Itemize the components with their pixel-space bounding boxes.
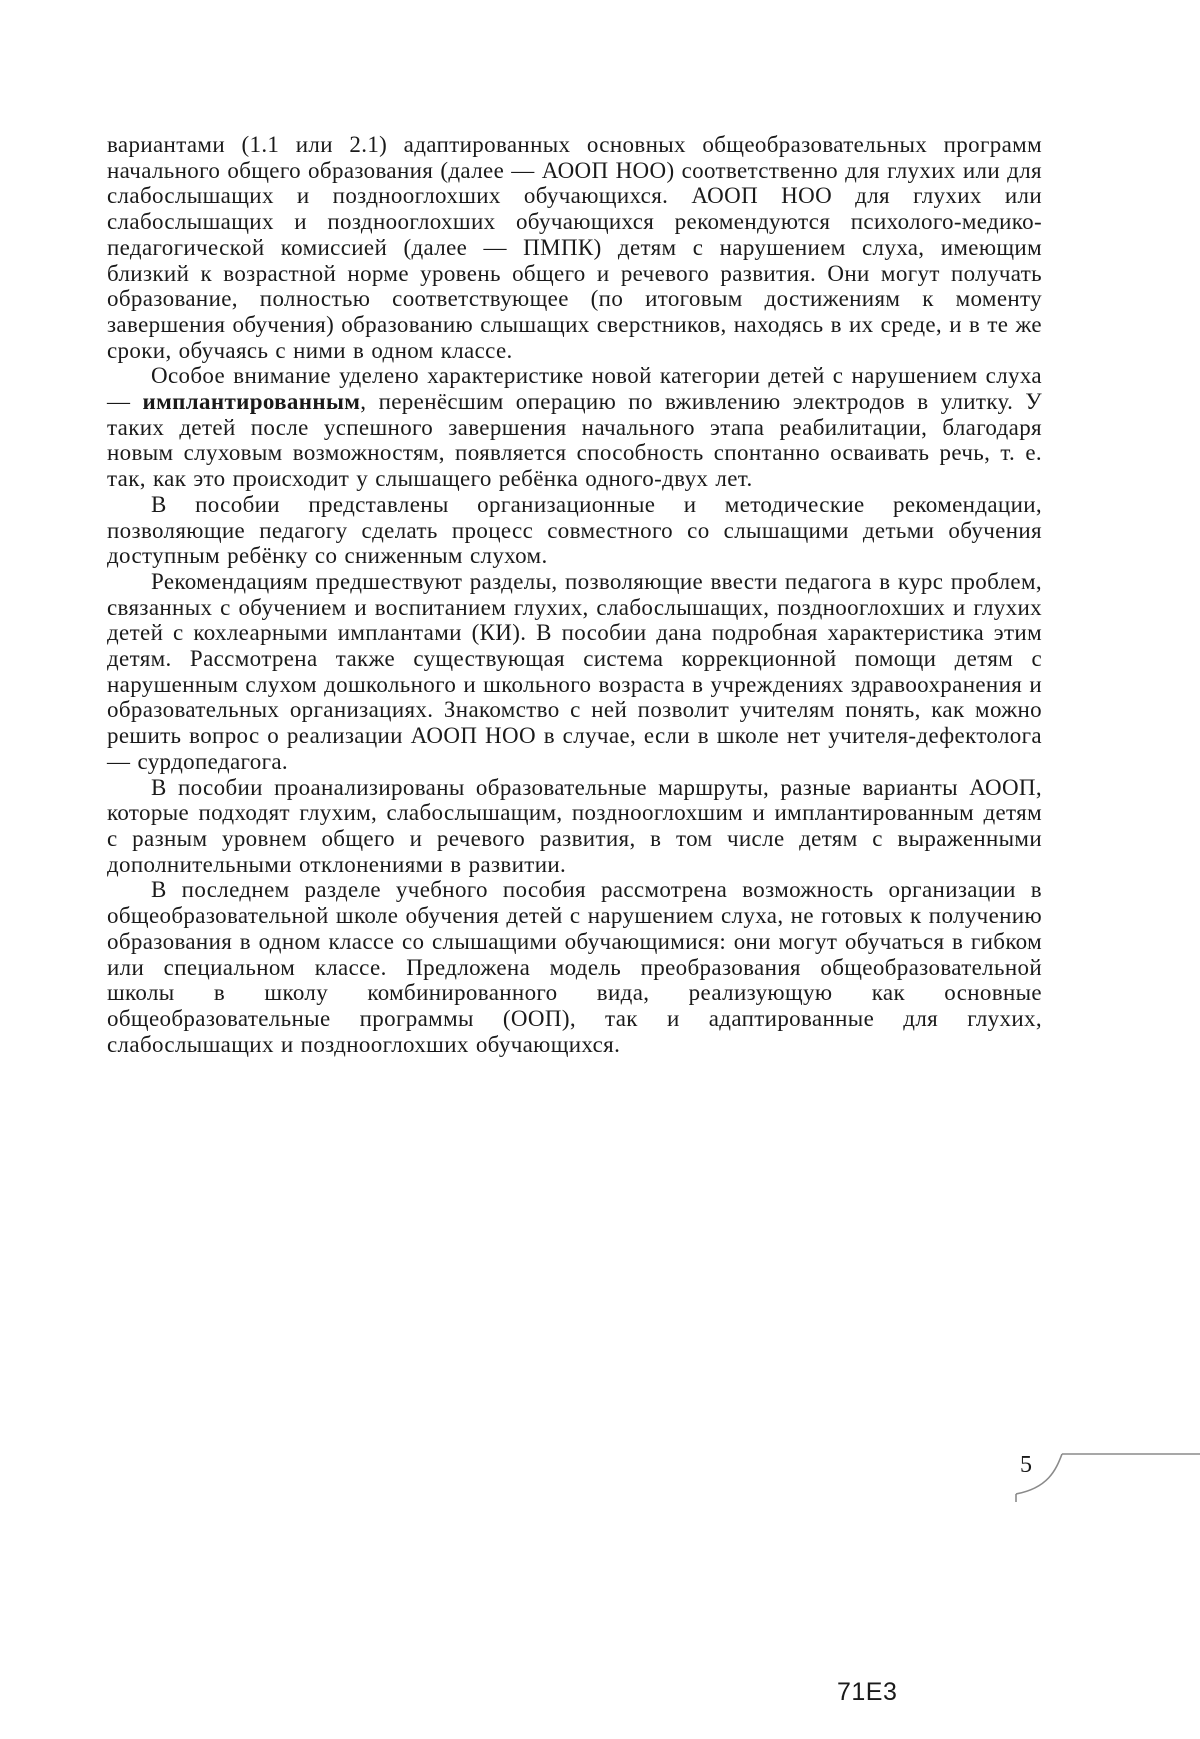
paragraph-5: В пособии проанализированы образовательные маршруты, разные варианты АООП, которые подходят глухим, слабослышащим, позднооглохшим и имплантированным детям с разным уровнем общего и речевого развития, в том числе детям с выраженными дополнительными отклонениями в развитии.	[107, 774, 1042, 877]
paragraph-6: В последнем разделе учебного пособия рассмотрена возможность организации в общеобразовательной школе обучения детей с нарушением слуха, не готовых к получению образования в одном классе со слышащими обучающимися: они могут обучаться в гибком или специальном классе. Предложена модель преобразования общеобразовательной школы в школу комбинированного вида, реализующую как основные общеобразовательные программы (ООП), так и адаптированные для глухих, слабослышащих и позднооглохших обучающихся.	[107, 877, 1042, 1057]
paragraph-2-end: , перенёсшим операцию по вживлению электродов в улитку. У таких детей после успешного завершения начального этапа реабилитации, благодаря новым слуховым возможностям, появляется способность спонтанно осваивать речь, т. е. так, как это происходит у слышащего ребёнка одного-двух лет.	[107, 389, 1043, 492]
paragraph-2	[107, 363, 1042, 492]
footer-code: 71E3	[837, 1678, 898, 1706]
paragraph-3: В пособии представлены организационные и методические рекомендации, позволяющие педагогу сделать процесс совместного со слышащими детьми обучения доступным ребёнку со сниженным слухом.	[107, 491, 1042, 569]
page-body	[107, 132, 1042, 1057]
page-corner-ornament-icon	[1010, 1448, 1200, 1508]
bold-term: имплантированным	[142, 389, 361, 415]
paragraph-1: вариантами (1.1 или 2.1) адаптированных основных общеобразовательных программ начального общего образования (далее — АООП НОО) соответственно для глухих или для слабослышащих и позднооглохших обучающихся. АООП НОО для глухих или слабослышащих и позднооглохших обучающихся рекомендуются психолого-медико-педагогической комиссией (далее — ПМПК) детям с нарушением слуха, имеющим близкий к возрастной норме уровень общего и речевого развития. Они могут получать образование, полностью соответствующее (по итоговым достижениям к моменту завершения обучения) образованию слышащих сверстников, находясь в их среде, и в те же сроки, обучаясь с ними в одном классе.	[107, 132, 1042, 363]
paragraph-4: Рекомендациям предшествуют разделы, позволяющие ввести педагога в курс проблем, связанных с обучением и воспитанием глухих, слабослышащих, позднооглохших и глухих детей с кохлеарными имплантами (КИ). В пособии дана подробная характеристика этим детям. Рассмотрена также существующая система коррекционной помощи детям с нарушенным слухом дошкольного и школьного возраста в учреждениях здравоохранения и образовательных организациях. Знакомство с ней позволит учителям понять, как можно решить вопрос о реализации АООП НОО в случае, если в школе нет учителя-дефектолога — сурдопедагога.	[107, 568, 1042, 774]
paragraph-2-start: Особое внимание уделено характеристике новой категории детей с нарушением слуха —	[107, 363, 1042, 415]
page-number: 5	[1020, 1452, 1032, 1478]
